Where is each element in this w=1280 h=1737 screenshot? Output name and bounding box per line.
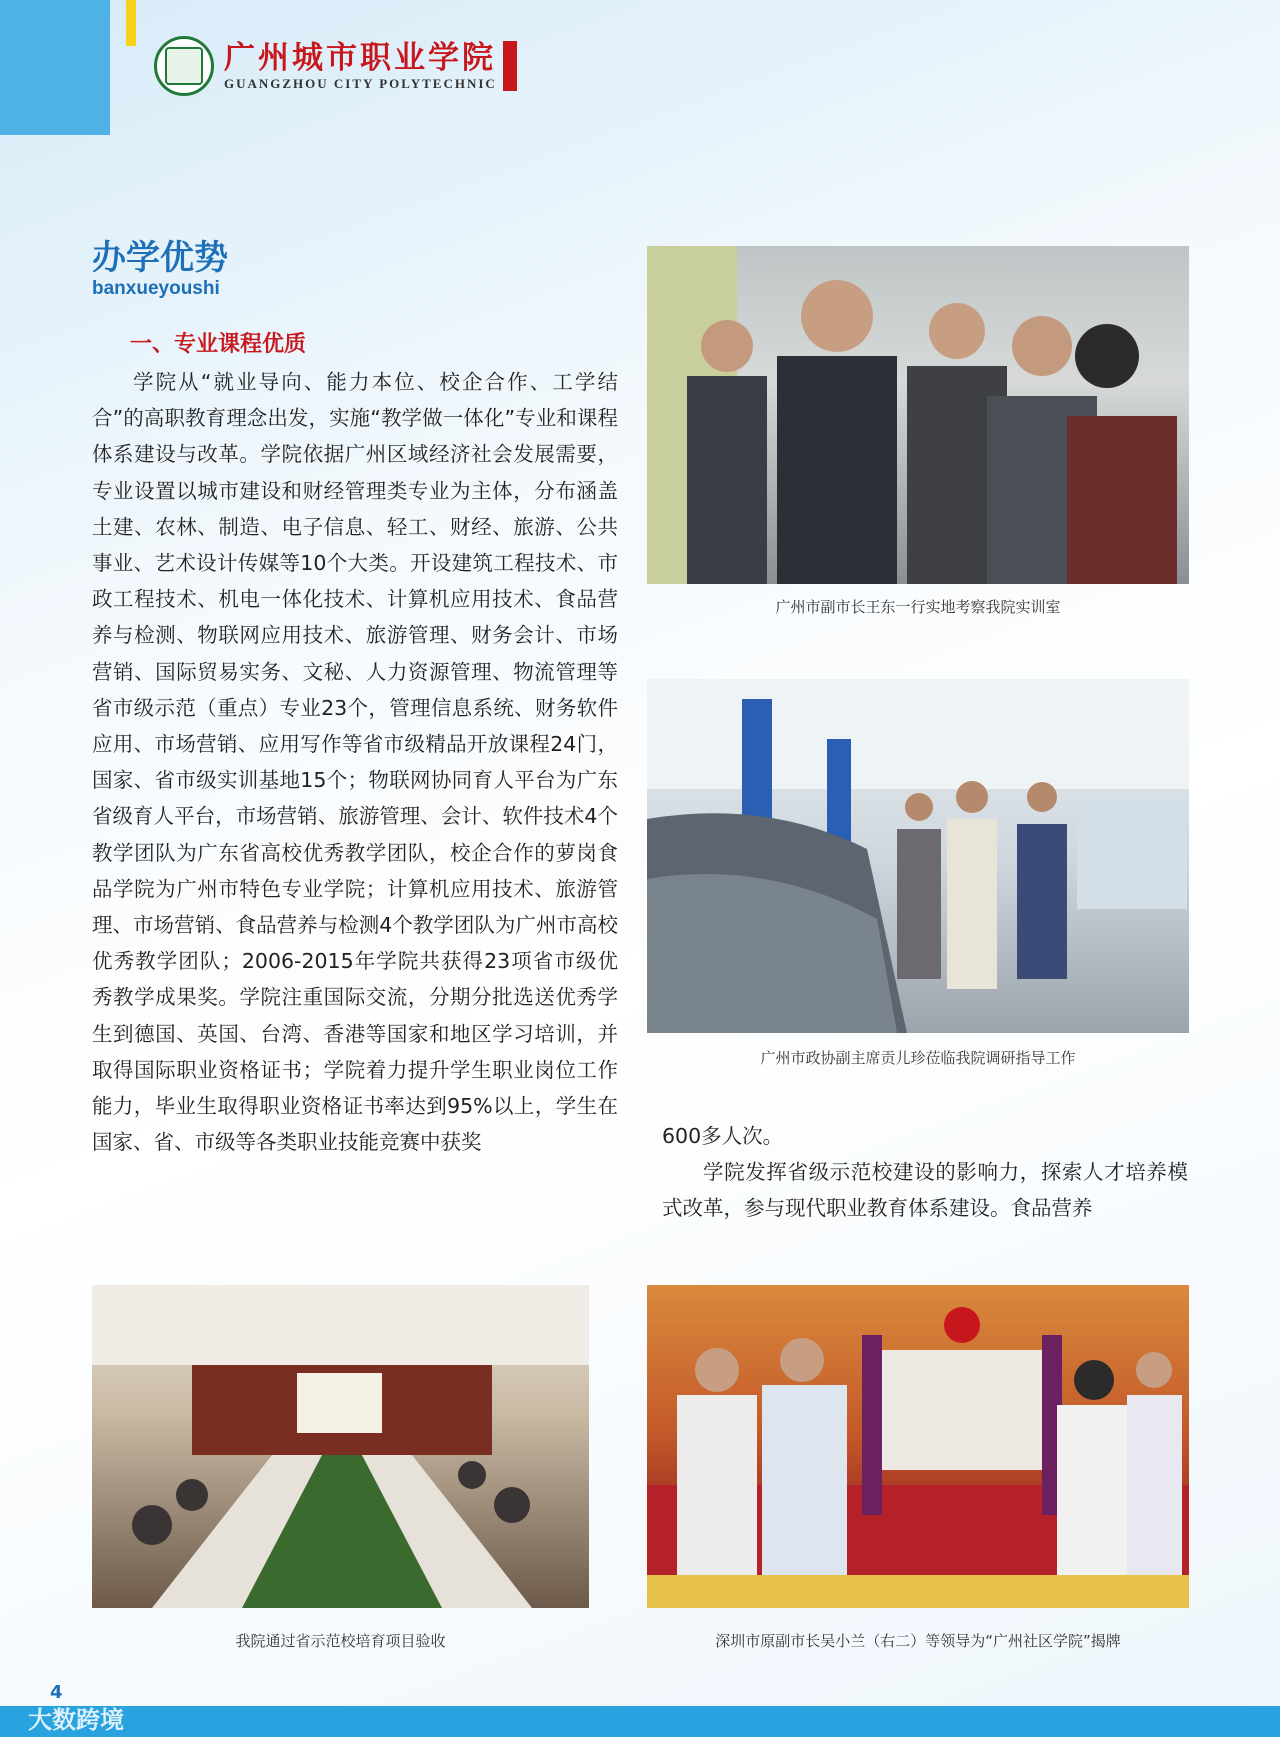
school-name-en: GUANGZHOU CITY POLYTECHNIC: [224, 76, 497, 91]
body-left-column: [92, 364, 618, 1160]
body-paragraph-2: 学院发挥省级示范校建设的影响力，探索人才培养模式改革，参与现代职业教育体系建设。食品营养: [662, 1160, 1188, 1221]
photo-conference-acceptance: [92, 1285, 589, 1608]
photo-leaders-visit: [647, 246, 1189, 584]
school-logo: [154, 36, 517, 96]
subheading: 一、专业课程优质: [130, 332, 307, 357]
photo-caption: 深圳市原副市长吴小兰（右二）等领导为“广州社区学院”揭牌: [715, 1632, 1121, 1650]
corner-accent-bar: [126, 0, 136, 46]
school-seal-icon: [154, 36, 214, 96]
section-subtitle: banxueyoushi: [92, 278, 220, 299]
photo-caption: 广州市政协副主席贡儿珍莅临我院调研指导工作: [760, 1049, 1076, 1067]
red-stamp-icon: [503, 41, 517, 91]
photo-caption: 我院通过省示范校培育项目验收: [235, 1632, 446, 1650]
body-paragraph: 学院从“就业导向、能力本位、校企合作、工学结合”的高职教育理念出发，实施“教学做一体化”专业和课程体系建设与改革。学院依据广州区域经济社会发展需要，专业设置以城市建设和财经管理类专业为主体，分布涵盖土建、农林、制造、电子信息、轻工、财经、旅游、公共事业、艺术设计传媒等10个大类。开设建筑工程技术、市政工程技术、机电一体化技术、计算机应用技术、食品营养与检测、物联网应用技术、旅游管理、财务会计、市场营销、国际贸易实务、文秘、人力资源管理、物流管理等省市级示范（重点）专业23个，管理信息系统、财务软件应用、市场营销、应用写作等省市级精品开放课程24门，国家、省市级实训基地15个；物联网协同育人平台为广东省级育人平台，市场营销、旅游管理、会计、软件技术4个教学团队为广东省高校优秀教学团队，校企合作的萝岗食品学院为广州市特色专业学院；计算机应用技术、旅游管理、市场营销、食品营养与检测4个教学团队为广州市高校优秀教学团队；2006-2015年学院共获得23项省市级优秀教学成果奖。学院注重国际交流，分期分批选送优秀学生到德国、英国、台湾、香港等国家和地区学习培训，并取得国际职业资格证书；学院着力提升学生职业岗位工作能力，毕业生取得职业资格证书率达到95%以上，学生在国家、省、市级等各类职业技能竞赛中获奖: [92, 370, 618, 1155]
body-right-column: [662, 1118, 1188, 1227]
corner-decoration: [0, 0, 110, 135]
photo-caption: 广州市副市长王东一行实地考察我院实训室: [775, 598, 1061, 616]
footer-bar: [0, 1706, 1280, 1737]
photo-plaque-unveiling: [647, 1285, 1189, 1608]
photo-workshop-inspection: [647, 679, 1189, 1033]
watermark: 大数跨境: [28, 1706, 124, 1734]
logo-text: [224, 40, 497, 92]
page-number: 4: [50, 1682, 63, 1703]
body-continuation: 600多人次。: [662, 1124, 784, 1148]
school-name-cn: 广州城市职业学院: [224, 40, 496, 76]
section-title: 办学优势: [92, 238, 228, 278]
